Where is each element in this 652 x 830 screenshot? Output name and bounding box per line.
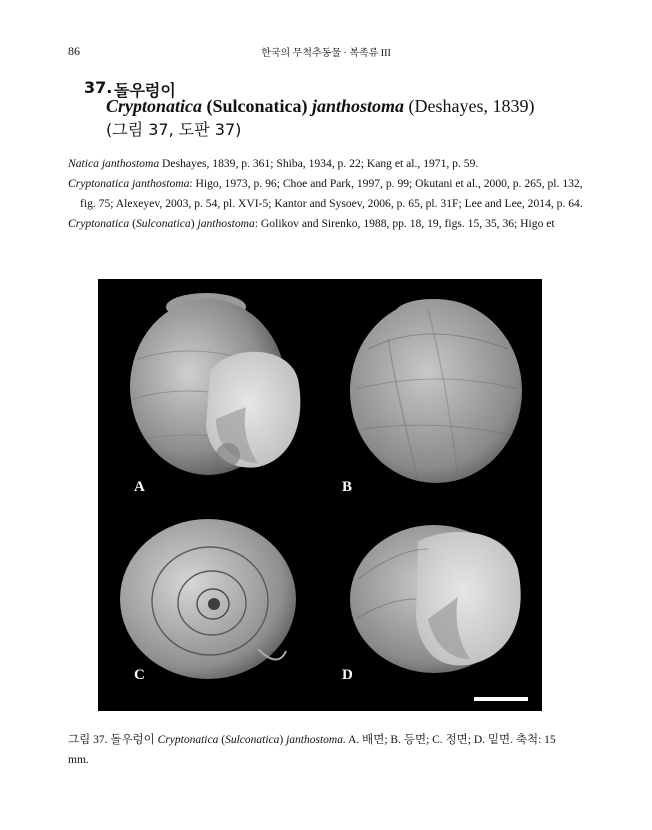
synonym-refs: Deshayes, 1839, p. 361; Shiba, 1934, p. 22; Kang et al., 1971, p. 59. (159, 157, 479, 170)
synonymy-list (68, 154, 588, 234)
shell-view-d (350, 525, 521, 673)
caption-suffix: A. 배면; B. 등면; C. 정면; D. 밑면. 축척: 15 mm. (68, 734, 556, 766)
shell-view-b (350, 299, 522, 483)
synonym-refs: : Higo, 1973, p. 96; Choe and Park, 1997, p. 99; Okutani et al., 2000, p. 265, pl. 132, fig. 75; Alexeyev, 2003, p. 54, pl. XVI-5; Kantor and Sysoev, 2006, p. 65, pl. 31F; Lee and Lee, 2014, p. 64. (80, 177, 583, 210)
page-number: 86 (68, 44, 80, 58)
subgenus-name: (Sulconatica) (206, 96, 308, 116)
shell-photo-plate (98, 279, 542, 711)
caption-subgenus: Sulconatica (225, 734, 280, 746)
panel-label-d: D (342, 667, 353, 683)
genus-name: Cryptonatica (106, 96, 203, 116)
shell-view-c (120, 519, 296, 679)
synonymy-entry (68, 154, 588, 174)
scale-bar (474, 697, 528, 701)
synonym-subgenus: Sulconatica (135, 217, 191, 230)
synonymy-entry: Cryptonatica (Sulconatica) janthostoma: Golikov and Sirenko, 1988, pp. 18, 19, figs. 15, 35, 36; Higo et (68, 217, 555, 230)
panel-label-a: A (134, 479, 145, 495)
synonym-refs: : Golikov and Sirenko, 1988, pp. 18, 19, figs. 15, 35, 36; Higo et (254, 217, 555, 230)
synonym-epithet: janthostoma (197, 217, 255, 230)
synonym-taxon: Natica janthostoma (68, 157, 160, 170)
panel-label-c: C (134, 667, 145, 683)
shell-view-a (130, 293, 300, 475)
synonym-genus: Cryptonatica (68, 217, 130, 230)
species-author: (Deshayes, 1839) (408, 96, 535, 116)
running-header: 한국의 무척추동물 · 복족류 III (261, 48, 391, 59)
species-korean-name: 돌우렁이 (114, 81, 176, 100)
caption-epithet: janthostoma. (286, 734, 346, 746)
species-epithet: janthostoma (312, 96, 405, 116)
caption-prefix: 그림 37. 돌우렁이 (68, 734, 158, 746)
synonymy-entry (68, 174, 588, 214)
figure-caption: 그림 37. 돌우렁이 Cryptonatica (Sulconatica) janthostoma. A. 배면; B. 등면; C. 정면; D. 밑면. 축척: 15 mm. (68, 734, 556, 766)
figure-reference: (그림 37, 도판 37) (106, 120, 242, 139)
scientific-name (106, 96, 535, 117)
species-number: 37. (84, 78, 113, 97)
panel-label-b: B (342, 479, 353, 495)
caption-genus: Cryptonatica (157, 734, 219, 746)
synonym-taxon: Cryptonatica janthostoma (68, 177, 190, 190)
